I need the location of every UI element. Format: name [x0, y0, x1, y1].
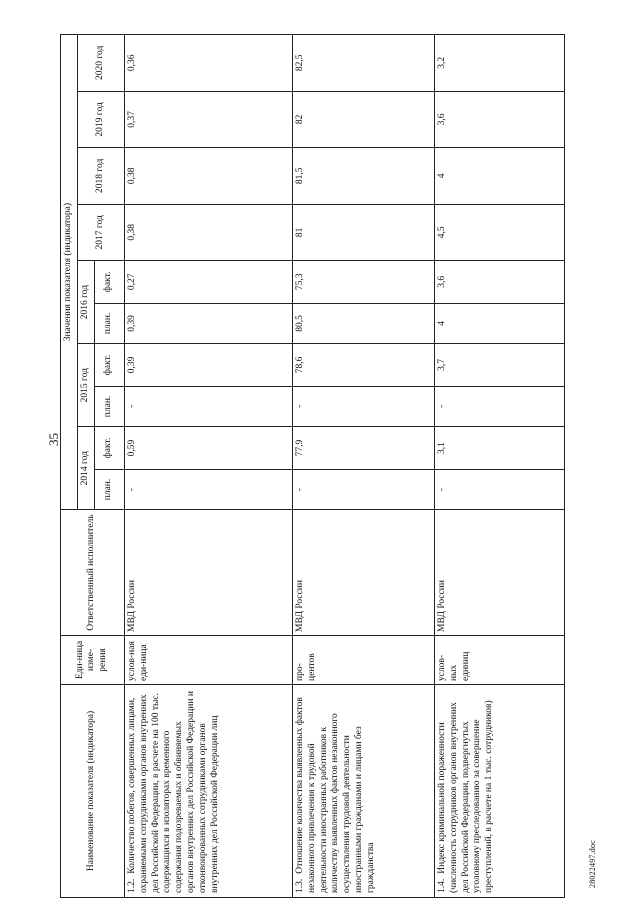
value-2019: 82 — [292, 91, 434, 147]
header-year-2016: 2016 год — [77, 261, 94, 344]
value-2019: 3,6 — [434, 91, 564, 147]
value-2016-fact: 75,3 — [292, 261, 434, 304]
indicator-name-cell — [292, 684, 434, 897]
value-2015-plan: - — [434, 386, 564, 426]
value-2016-plan: 80,5 — [292, 303, 434, 343]
header-fact-2016: факт. — [94, 261, 124, 304]
header-fact-2015: факт. — [94, 344, 124, 387]
header-year-2017: 2017 год — [77, 204, 124, 260]
header-fact-2014: факт. — [94, 427, 124, 470]
unit-cell: услов-ная еди-ница — [124, 635, 292, 684]
responsible-cell: МВД России — [292, 510, 434, 636]
row-number: 1.4. — [436, 878, 447, 893]
value-2015-fact: 78,6 — [292, 344, 434, 387]
unit-cell: про-центов — [292, 635, 434, 684]
indicators-table — [60, 34, 565, 898]
page-number: 35 — [46, 433, 61, 446]
value-2015-fact: 0,39 — [124, 344, 292, 387]
value-2020: 0,36 — [124, 35, 292, 92]
header-year-2015: 2015 год — [77, 344, 94, 427]
table-row — [434, 35, 564, 898]
responsible-cell: МВД России — [124, 510, 292, 636]
indicator-name: Отношение количества выявленных фактов незаконного привлечения к трудовой деятельности иностранных работников к количеству выявленных фактов незаконного осуществления трудовой деятельности иностранными гражданами и лицами без гражданства — [294, 697, 376, 893]
indicator-name-cell — [434, 684, 564, 897]
indicator-name: Индекс криминальной пораженности (численность сотрудников органов внутренних дел Российской Федерации, подвергнутых уголовному преследованию за совершение преступлений, в расчете на 1 тыс. сотрудников) — [436, 700, 495, 893]
header-name: Наименование показателя (индикатора) — [61, 684, 125, 897]
header-plan-2015: план. — [94, 386, 124, 426]
value-2020: 82,5 — [292, 35, 434, 92]
value-2017: 81 — [292, 204, 434, 260]
table-row — [292, 35, 434, 898]
value-2017: 4,5 — [434, 204, 564, 260]
table-row — [124, 35, 292, 898]
header-year-2020: 2020 год — [77, 35, 124, 92]
indicator-name-cell — [124, 684, 292, 897]
value-2016-plan: 0,39 — [124, 303, 292, 343]
value-2014-plan: - — [292, 469, 434, 509]
row-number: 1.3. — [294, 878, 305, 893]
header-year-2018: 2018 год — [77, 148, 124, 204]
header-plan-2014: план. — [94, 469, 124, 509]
value-2017: 0,38 — [124, 204, 292, 260]
value-2020: 3,2 — [434, 35, 564, 92]
header-plan-2016: план. — [94, 303, 124, 343]
value-2015-plan: - — [292, 386, 434, 426]
value-2014-fact: 0,59 — [124, 427, 292, 470]
row-number: 1.2. — [126, 878, 137, 893]
value-2018: 4 — [434, 148, 564, 204]
header-year-2014: 2014 год — [77, 427, 94, 510]
indicator-name: Количество побегов, совершенных лицами, охраняемыми сотрудниками органов внутренних дел Российской Федерации, в расчете на 100 тыс. содержащихся в изоляторах временного содержания подозреваемых и обвиняемых органов внутренних дел Российской Федерации и отконвоированных сотрудниками органов внутренних дел Российской Федерации лиц — [126, 691, 220, 893]
responsible-cell: МВД России — [434, 510, 564, 636]
rotated-table-container — [60, 34, 612, 898]
unit-cell: услов-ных единиц — [434, 635, 564, 684]
header-responsible: Ответственный исполнитель — [61, 510, 125, 636]
value-2014-fact: 3,1 — [434, 427, 564, 470]
value-2014-plan: - — [124, 469, 292, 509]
value-2015-plan: - — [124, 386, 292, 426]
value-2016-fact: 0,27 — [124, 261, 292, 304]
value-2019: 0,37 — [124, 91, 292, 147]
value-2016-plan: 4 — [434, 303, 564, 343]
value-2016-fact: 3,6 — [434, 261, 564, 304]
value-2018: 0,38 — [124, 148, 292, 204]
value-2018: 81,5 — [292, 148, 434, 204]
document-filename: 28022497.doc — [588, 840, 597, 888]
value-2014-fact: 77,9 — [292, 427, 434, 470]
header-year-2019: 2019 год — [77, 91, 124, 147]
header-unit: Еди-ница изме-рения — [61, 635, 125, 684]
value-2014-plan: - — [434, 469, 564, 509]
value-2015-fact: 3,7 — [434, 344, 564, 387]
header-values-group: Значения показателя (индикатора) — [61, 35, 78, 510]
